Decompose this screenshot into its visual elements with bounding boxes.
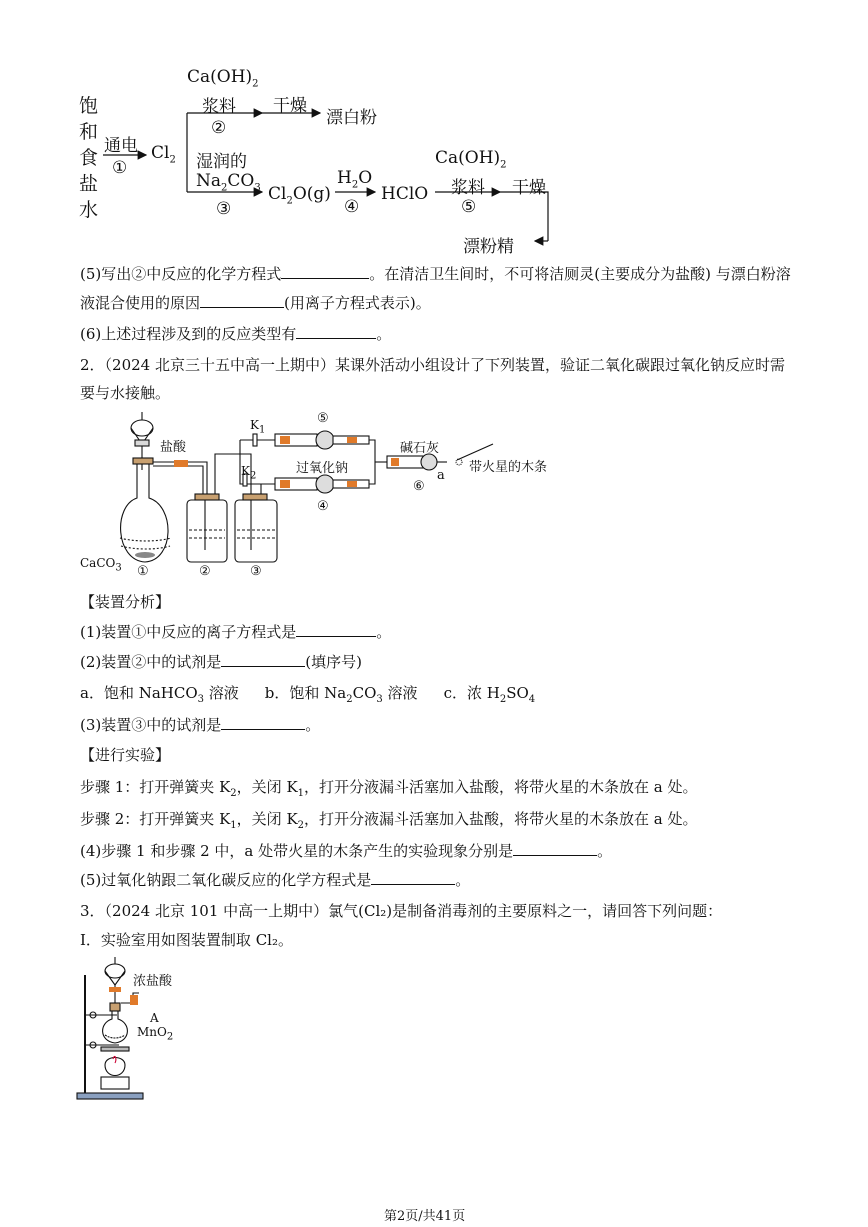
- dry-1-label: 干燥: [273, 96, 307, 116]
- bleach-powder-label: 漂白粉: [326, 108, 377, 128]
- apparatus-2-number: ②: [199, 564, 211, 579]
- dry-2-label: 干燥: [512, 178, 546, 198]
- k1-sub: 1: [258, 424, 266, 436]
- answer-blank[interactable]: [296, 623, 376, 637]
- step-2-sub-1: 1: [230, 820, 237, 831]
- mno2-sub: 2: [166, 1031, 174, 1043]
- top-reagent-sub: 2: [252, 78, 259, 90]
- source-char: 和: [79, 121, 99, 143]
- option-c[interactable]: [443, 684, 536, 705]
- apparatus-4-number: ④: [317, 499, 329, 514]
- hcl-label: 盐酸: [160, 440, 187, 455]
- option-c-text: c．浓 H: [443, 684, 500, 702]
- a-position-label: a: [437, 468, 445, 483]
- experiment-q4-end: 。: [597, 842, 613, 860]
- option-b-sub2: 3: [376, 694, 383, 705]
- caco3-text: CaCO: [80, 556, 116, 570]
- na2co3-tail: CO: [227, 171, 255, 191]
- wet-label: 湿润的: [196, 152, 247, 172]
- answer-blank[interactable]: [200, 294, 284, 308]
- cl2o-text: Cl: [268, 184, 287, 204]
- analysis-q1: [80, 621, 391, 642]
- bottom-reagent-main: Ca(OH): [435, 148, 501, 168]
- step-3-number: ③: [216, 199, 232, 219]
- water-tail: O: [358, 168, 373, 188]
- answer-blank[interactable]: [221, 653, 305, 667]
- experiment-q5-text: (5)过氧化钠跟二氧化碳反应的化学方程式是: [80, 871, 372, 889]
- analysis-q2-text: (2)装置②中的试剂是: [80, 653, 222, 671]
- mno2-label: [137, 1025, 173, 1042]
- option-a-sub: 3: [197, 694, 205, 705]
- apparatus-5-number: ⑤: [317, 411, 329, 426]
- k1-text: K: [250, 418, 259, 432]
- step-2-text-c: ，打开分液漏斗活塞加入盐酸，将带火星的木条放在 a 处。: [304, 810, 698, 828]
- step-1-text-b: ，关闭 K: [236, 778, 298, 796]
- step-5-number: ⑤: [461, 197, 477, 217]
- analysis-q3-text: (3)装置③中的试剂是: [80, 716, 222, 734]
- q5-line-2: [80, 292, 431, 313]
- k2-label: [241, 464, 256, 481]
- k1-label: [250, 418, 265, 435]
- analysis-q2-end: (填序号): [305, 653, 362, 671]
- cl2-sub: 2: [169, 154, 176, 166]
- q6-text-a: (6)上述过程涉及到的反应类型有: [80, 325, 297, 343]
- step-1-sub-2: 1: [297, 788, 305, 799]
- analysis-q1-end: 。: [376, 623, 392, 641]
- electrolysis-label: 通电: [104, 136, 138, 156]
- answer-blank[interactable]: [513, 842, 597, 856]
- na2co3-sub: 2: [221, 182, 228, 194]
- option-b-mid: CO: [352, 684, 377, 702]
- cl2o-sub: 2: [286, 195, 293, 207]
- page-number: 第2页/共41页: [384, 1209, 466, 1224]
- mno2-text: MnO: [137, 1025, 167, 1039]
- step-2-number: ②: [211, 118, 227, 138]
- source-char: 饱: [79, 95, 99, 117]
- option-a-tail: 溶液: [204, 684, 239, 702]
- soda-lime-label: 碱石灰: [400, 441, 440, 456]
- experiment-q4: [80, 840, 612, 861]
- problem-2-line-2: 要与水接触。: [80, 384, 171, 402]
- flow-arrows: [0, 0, 868, 260]
- option-a[interactable]: [80, 684, 239, 705]
- experiment-q5-end: 。: [455, 871, 471, 889]
- experiment-q4-text: (4)步骤 1 和步骤 2 中，a 处带火星的木条产生的实验现象分别是: [80, 842, 514, 860]
- experiment-header: 【进行实验】: [80, 746, 171, 764]
- bleach-essence-label: 漂粉精: [463, 237, 514, 257]
- answer-blank[interactable]: [281, 265, 369, 279]
- cl2-text: Cl: [151, 143, 170, 163]
- apparatus-2-drawing: [75, 410, 595, 585]
- source-char: 食: [79, 147, 99, 169]
- caco3-label: [80, 556, 122, 573]
- experiment-step-1: [80, 776, 698, 799]
- q5-text-a: (5)写出②中反应的化学方程式: [80, 265, 282, 283]
- a-flask-label: A: [150, 1011, 159, 1025]
- k2-text: K: [241, 464, 250, 478]
- k2-sub: 2: [249, 470, 257, 482]
- step-1-number: ①: [112, 158, 128, 178]
- option-b[interactable]: [264, 684, 418, 705]
- option-c-sub2: 4: [528, 694, 536, 705]
- source-char: 水: [79, 199, 99, 221]
- analysis-options: [80, 682, 535, 705]
- apparatus-3-number: ③: [250, 564, 262, 579]
- source-char: 盐: [79, 173, 99, 195]
- option-a-text: a．饱和 NaHCO: [80, 684, 198, 702]
- na2co3-sub2: 3: [254, 182, 261, 194]
- bottom-reagent-sub: 2: [500, 159, 507, 171]
- q5-text-b: 。在清洁卫生间时，不可将洁厕灵(主要成分为盐酸) 与漂白粉溶: [369, 265, 791, 283]
- caco3-sub: 3: [115, 562, 122, 574]
- arrow-dry-path: [500, 192, 548, 241]
- q5-text-d: (用离子方程式表示)。: [284, 294, 431, 312]
- analysis-header: 【装置分析】: [80, 593, 171, 611]
- step-2-text-a: 步骤 2：打开弹簧夹 K: [80, 810, 231, 828]
- analysis-q1-text: (1)装置①中反应的离子方程式是: [80, 623, 297, 641]
- analysis-q2: [80, 651, 362, 672]
- apparatus-6-number: ⑥: [413, 479, 425, 494]
- na2co3-main: Na: [196, 171, 222, 191]
- q5-text-c: 液混合使用的原因: [80, 294, 201, 312]
- answer-blank[interactable]: [221, 716, 305, 730]
- top-reagent-main: Ca(OH): [187, 67, 253, 87]
- step-2-text-b: ，关闭 K: [236, 810, 298, 828]
- experiment-step-2: [80, 808, 698, 831]
- cl2o-tail: O(g): [292, 184, 331, 204]
- q6-text-b: 。: [376, 325, 392, 343]
- analysis-q3-end: 。: [305, 716, 321, 734]
- answer-blank[interactable]: [371, 871, 455, 885]
- option-b-text: b．饱和 Na: [264, 684, 347, 702]
- water-text: H: [337, 168, 352, 188]
- apparatus-1-number: ①: [137, 564, 149, 579]
- experiment-q5: [80, 869, 470, 890]
- step-1-text-c: ，打开分液漏斗活塞加入盐酸，将带火星的木条放在 a 处。: [304, 778, 698, 796]
- bottom-slurry-label: 浆料: [451, 178, 485, 198]
- problem-3-line-1: 3．（2024 北京 101 中高一上期中）氯气(Cl₂)是制备消毒剂的主要原料之一，请回答下列问题：: [80, 902, 723, 920]
- water-sub: 2: [351, 179, 359, 191]
- hclo-label: HClO: [381, 184, 429, 204]
- step-4-number: ④: [344, 197, 360, 217]
- step-1-text-a: 步骤 1：打开弹簧夹 K: [80, 778, 231, 796]
- top-slurry-label: 浆料: [202, 97, 236, 117]
- problem-2-line-1: 2．（2024 北京三十五中高一上期中）某课外活动小组设计了下列装置，验证二氧化碳跟过氧化钠反应时需: [80, 356, 785, 374]
- q5-line-1: [80, 263, 791, 284]
- q6-line: [80, 323, 391, 344]
- conc-hcl-label: 浓盐酸: [133, 974, 173, 989]
- option-b-sub: 2: [346, 694, 353, 705]
- analysis-q3: [80, 714, 320, 735]
- na2o2-label: 过氧化钠: [296, 461, 349, 476]
- option-b-tail: 溶液: [382, 684, 418, 702]
- splint-label: 带火星的木条: [469, 460, 548, 475]
- option-c-sub: 2: [499, 694, 507, 705]
- problem-3-line-2: I．实验室用如图装置制取 Cl₂。: [80, 931, 293, 949]
- step-1-sub-1: 2: [230, 788, 237, 799]
- option-c-tail: SO: [506, 684, 529, 702]
- step-2-sub-2: 2: [297, 820, 305, 831]
- answer-blank[interactable]: [296, 325, 376, 339]
